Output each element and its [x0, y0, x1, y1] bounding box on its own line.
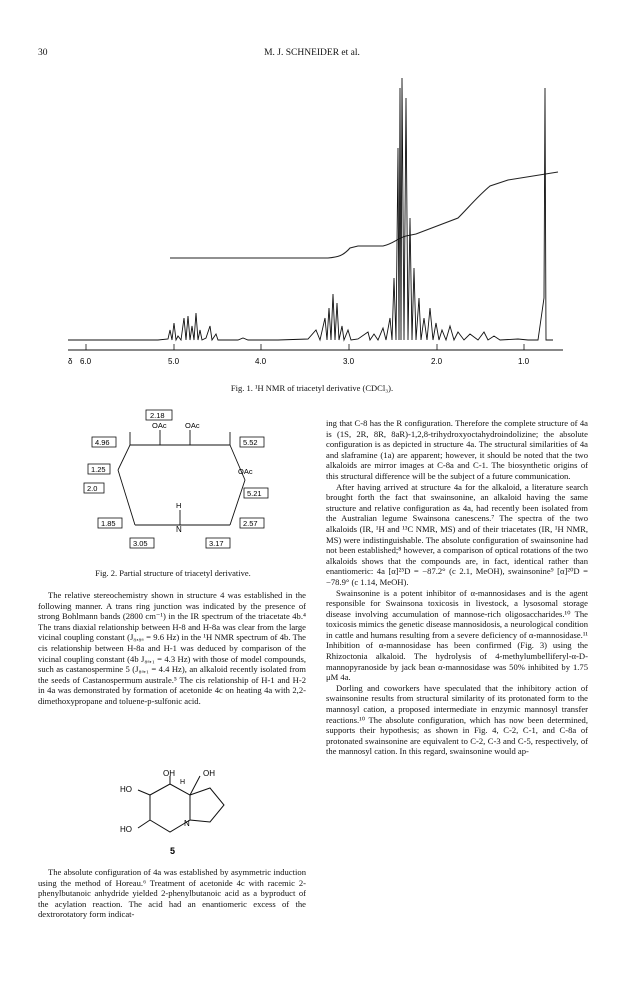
- integration-curve: [170, 172, 558, 258]
- shift-box: 3.05: [133, 539, 148, 548]
- axis-tick-label: 2.0: [431, 357, 443, 366]
- fig1-caption: Fig. 1. ¹H NMR of triacetyl derivative (CDCl₃).: [230, 383, 394, 393]
- axis-tick-label: 4.0: [255, 357, 267, 366]
- n-label: N: [176, 525, 182, 534]
- shift-box: 2.18: [150, 411, 165, 420]
- compound-number: 5: [170, 846, 176, 856]
- running-title: M. J. SCHNEIDER et al.: [264, 48, 360, 58]
- partial-structure-diagram: [87, 410, 290, 570]
- oh-label: OH: [163, 769, 175, 778]
- axis-tick-label: 6.0: [80, 357, 92, 366]
- paragraph: Swainsonine is a potent inhibitor of α-mannosidases and is the agent responsible for Swainsona toxicosis in livestock, a lysosomal storage disease involving accumulation of mannose-rich oligosaccharides.¹⁰ The toxicosis mimics the genetic disease mannosidosis, a neurological condition in cattle and humans resulting from a severe deficiency of α-mannosidase.¹¹ Inhibition of α-mannosidase has been confirmed (Fig. 3) using the Rhizoctonia alkaloid. The hydrolysis of 4-methylumbelliferyl-α-D-mannopyranoside by jack bean α-mannosidase was 50% inhibited by 1.75 μM 4a.: [326, 587, 588, 683]
- paragraph: ing that C-8 has the R configuration. Therefore the complete structure of 4a is (1S, 2R, 8R, 8aR)-1,2,8-trihydroxyoctahydroindolizine; the absolute configuration is as depicted in structure 4a. The structural similarities of 4a and slaframine (1a) are apparent; however, it should be noted that the two alkaloids are mirror images at C-8a and C-1. The biosynthetic origins of this structural difference will be the subject of a future communication.: [326, 418, 588, 481]
- axis-prefix: δ: [68, 357, 73, 366]
- fig2-caption: Fig. 2. Partial structure of triacetyl derivative.: [95, 568, 251, 578]
- page-number: 30: [38, 48, 48, 58]
- oac-label: OAc: [238, 467, 253, 476]
- axis-tick-label: 5.0: [168, 357, 180, 366]
- n-label: N: [184, 819, 190, 828]
- axis-tick-label: 3.0: [343, 357, 355, 366]
- oac-label: OAc: [185, 421, 200, 430]
- left-column-p1: [38, 590, 306, 707]
- axis-tick-label: 1.0: [518, 357, 530, 366]
- shift-box: 1.85: [101, 519, 116, 528]
- axis-tick-marks: [86, 344, 524, 350]
- ho-label: HO: [120, 785, 132, 794]
- shift-box: 5.52: [243, 438, 258, 447]
- paragraph: The relative stereochemistry shown in structure 4 was established in the following manner. A trans ring junction was indicated by the presence of strong Bohlmann bands (2800 cm⁻¹) in the IR spectrum of the triacetate 4b.⁴ The trans diaxial relationship between H-8 and H-8a was clear from the large vicinal coupling constant (J₈,₈ₐ = 9.6 Hz) in the ¹H NMR spectrum of 4b. The cis relationship between H-8a and H-1 was deduced by comparison of the vicinal coupling constant (4b J₈ₐ,₁ = 4.3 Hz) with those of model compounds, such as castanospermine 5 (J₈ₐ,₁ = 4.4 Hz), an alkaloid recently isolated from the seeds of Castanospermum australe.⁵ The cis relationship of H-1 and H-2 in 4a was demonstrated by formation of acetonide 4c on heating 4a with 2,2-dimethoxypropane and toluene-p-sulfonic acid.: [38, 590, 306, 706]
- paragraph: Dorling and coworkers have speculated that the inhibitory action of swainsonine results from structural similarity of its protonated form to the mannosyl cation, a proposed intermediate in enzymic mannosyl transfer reactions.¹⁰ The absolute configuration, which has now been determined, supports their hypothesis; as shown in Fig. 4, C-2, C-1, and C-8a of protonated swainsonine are equivalent to C-2, C-3 and C-5, respectively, of the mannosyl cation. In this regard, swainsonine would ap-: [326, 682, 588, 757]
- right-column: [326, 418, 588, 757]
- shift-box: 4.96: [95, 438, 110, 447]
- nmr-spectrum-figure: [38, 68, 598, 378]
- left-column-p2: [38, 867, 306, 920]
- shift-box: 3.17: [209, 539, 224, 548]
- spectrum-trace: [68, 78, 553, 340]
- ho-label: HO: [120, 825, 132, 834]
- structure-5-diagram: [120, 770, 240, 860]
- h-label: H: [180, 779, 186, 786]
- shift-box: 1.25: [91, 465, 106, 474]
- paragraph: After having arrived at structure 4a for the alkaloid, a literature search brought forth the fact that swainsonine, an alkaloid having the same structure and relative configuration as 4a, had recently been isolated from the Australian legume Swainsona canescens.⁷ The spectra of the two alkaloids (IR, ¹H and ¹³C NMR, MS) and of their triacetates (IR, ¹H NMR, MS) were indistinguishable. The absolute configuration of swainsonine had not been established;⁸ however, a comparison of optical rotations of the two alkaloids shows that the compounds are, in fact, identical rather than enantiomeric: 4a [α]²⁵D = −87.2° (c 2.1, MeOH), swainsonine⁹ [α]²⁰D = −78.9° (c 1.14, MeOH).: [326, 481, 588, 587]
- shift-box: 2.57: [243, 519, 258, 528]
- oh-label: OH: [203, 769, 215, 778]
- shift-box: 5.21: [247, 489, 262, 498]
- oac-label: OAc: [152, 421, 167, 430]
- shift-box: 2.0: [87, 484, 98, 493]
- paragraph: The absolute configuration of 4a was established by asymmetric induction using the method of Horeau.⁶ Treatment of acetonide 4c with racemic 2-phenylbutanoic anhydride yielded 2-phenylbutanoic acid as a byproduct of the acylation reaction. The acid had an enantiomeric excess of the dextrorotatory form indicat-: [38, 867, 306, 920]
- h-label: H: [176, 501, 182, 510]
